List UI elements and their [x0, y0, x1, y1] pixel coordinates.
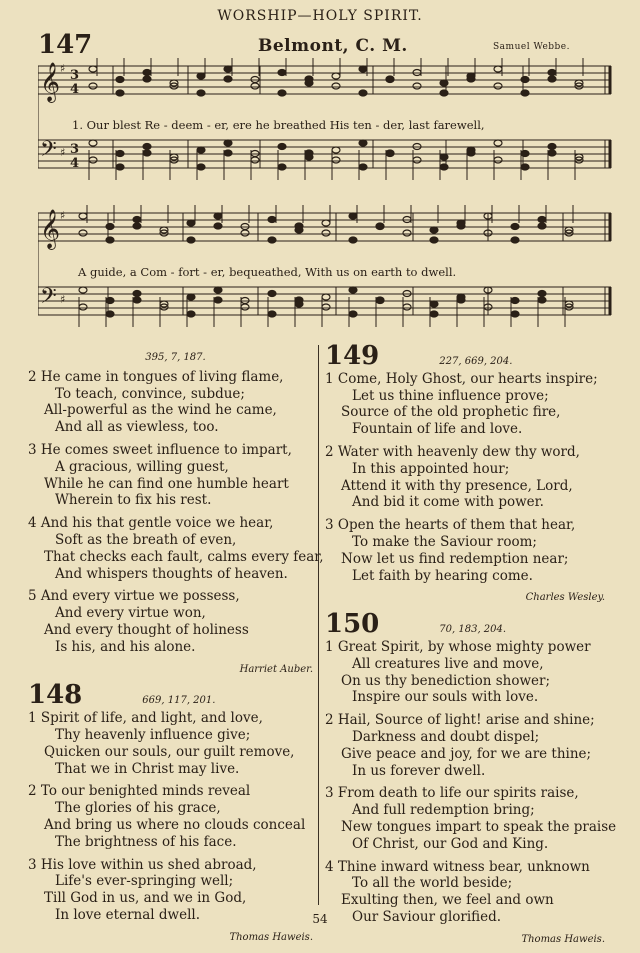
hymn-number-149: 149: [325, 341, 380, 371]
note-head: [187, 294, 195, 300]
note-head: [214, 223, 222, 229]
note-head: [89, 157, 97, 163]
stanza-line: On us thy benediction shower;: [341, 672, 550, 689]
stanza: [325, 517, 615, 584]
sharp-icon: ♯: [60, 62, 66, 75]
note-head: [467, 150, 475, 156]
note-head: [538, 217, 546, 223]
stanza-line: 2 Hail, Source of light! arise and shine;: [325, 712, 595, 729]
note-head: [251, 83, 259, 89]
note-head: [241, 230, 249, 236]
note-head: [106, 237, 114, 243]
treble-clef-icon: 𝄞: [40, 62, 61, 102]
stanza-line: 1 Spirit of life, and light, and love,: [28, 710, 263, 727]
note-head: [359, 66, 367, 72]
hymn-150-refs: 70, 183, 204.: [439, 624, 507, 636]
stanza-line: In this appointed hour;: [352, 460, 510, 477]
note-head: [457, 297, 465, 303]
note-head: [430, 311, 438, 317]
stanza-line: All creatures live and move,: [352, 655, 544, 672]
stanza-line: 2 He came in tongues of living flame,: [28, 368, 284, 385]
note-head: [511, 224, 519, 230]
note-head: [494, 83, 502, 89]
stanza-line: Our Saviour glorified.: [352, 908, 502, 925]
note-head: [359, 164, 367, 170]
stanza-line: Quicken our souls, our guilt remove,: [44, 743, 295, 760]
stanza-line: The glories of his grace,: [55, 800, 221, 817]
note-head: [538, 297, 546, 303]
stanza-line: 2 To our benighted minds reveal: [28, 783, 251, 800]
note-head: [295, 297, 303, 303]
note-head: [79, 213, 87, 219]
note-head: [133, 297, 141, 303]
hymn-147-author: Harriet Auber.: [239, 663, 313, 675]
stanza-line: Give peace and joy, for we are thine;: [341, 745, 592, 762]
stanza-line: In love eternal dwell.: [55, 906, 200, 923]
stanza-line: While he can find one humble heart: [44, 475, 289, 492]
stanza-line: Is his, and his alone.: [55, 638, 196, 655]
stanza: [28, 369, 323, 436]
note-head: [89, 140, 97, 146]
stanza: [28, 783, 323, 850]
note-head: [106, 224, 114, 230]
hymn-148-heading: [28, 682, 323, 710]
stanza-line: 1 Come, Holy Ghost, our hearts inspire;: [325, 370, 598, 387]
note-head: [349, 311, 357, 317]
hymn-147-refs: 395, 7, 187.: [145, 352, 206, 363]
note-head: [332, 73, 340, 79]
note-head: [278, 70, 286, 76]
note-head: [106, 311, 114, 317]
stanza-line: To make the Saviour room;: [352, 533, 537, 550]
note-head: [143, 150, 151, 156]
stanza-line: To all the world beside;: [352, 875, 513, 892]
hymn-number-147: 147: [38, 30, 93, 60]
note-head: [349, 213, 357, 219]
note-head: [511, 298, 519, 304]
note-head: [305, 150, 313, 156]
note-head: [214, 287, 222, 293]
note-head: [403, 304, 411, 310]
svg-text:3: 3: [70, 142, 80, 157]
stanza-line: 4 And his that gentle voice we hear,: [28, 515, 274, 532]
note-head: [143, 76, 151, 82]
stanza-line: Exulting then, we feel and own: [341, 892, 554, 909]
note-head: [538, 223, 546, 229]
bass-clef-icon: 𝄢: [40, 284, 57, 314]
note-head: [268, 217, 276, 223]
note-head: [305, 76, 313, 82]
note-head: [278, 164, 286, 170]
note-head: [116, 77, 124, 83]
stanza-line: To teach, convince, subdue;: [55, 385, 245, 402]
stanza-line: 4 Thine inward witness bear, unknown: [325, 858, 590, 875]
note-head: [278, 144, 286, 150]
stanza-line: And every virtue won,: [55, 605, 206, 622]
note-head: [143, 144, 151, 150]
note-head: [241, 304, 249, 310]
stanza-line: Source of the old prophetic fire,: [341, 404, 561, 421]
note-head: [521, 164, 529, 170]
stanza-line: That we in Christ may live.: [55, 760, 240, 777]
tune-title: Belmont, C. M.: [258, 36, 408, 56]
note-head: [521, 151, 529, 157]
stanza-line: Life's ever-springing well;: [55, 873, 234, 890]
note-head: [268, 291, 276, 297]
stanza-line: And whispers thoughts of heaven.: [55, 565, 288, 582]
stanza-line: 3 From death to life our spirits raise,: [325, 785, 579, 802]
stanza: [28, 515, 323, 582]
hymn-148-stanzas: [28, 710, 323, 924]
stanza: [28, 442, 323, 509]
note-head: [143, 70, 151, 76]
note-head: [521, 77, 529, 83]
note-head: [116, 151, 124, 157]
stanza: [28, 710, 323, 777]
stanza: [325, 712, 615, 779]
stanza: [325, 444, 615, 511]
note-head: [197, 90, 205, 96]
note-head: [251, 157, 259, 163]
hymn-number-150: 150: [325, 609, 380, 640]
note-head: [494, 157, 502, 163]
hymn-149-stanzas: [325, 371, 615, 585]
stanza-line: 3 He comes sweet influence to impart,: [28, 441, 292, 458]
note-head: [322, 230, 330, 236]
note-head: [106, 298, 114, 304]
note-head: [133, 217, 141, 223]
sharp-icon: ♯: [60, 146, 66, 159]
note-head: [349, 287, 357, 293]
note-head: [440, 80, 448, 86]
note-head: [79, 287, 87, 293]
note-head: [116, 90, 124, 96]
note-head: [224, 140, 232, 146]
note-head: [413, 157, 421, 163]
stanza-line: All-powerful as the wind he came,: [44, 402, 277, 419]
note-head: [268, 311, 276, 317]
note-head: [79, 230, 87, 236]
hymn-number-148: 148: [28, 680, 83, 711]
hymn-150-author: Thomas Haweis.: [521, 933, 605, 945]
note-head: [214, 297, 222, 303]
note-head: [116, 164, 124, 170]
note-head: [322, 294, 330, 300]
note-head: [457, 223, 465, 229]
note-head: [548, 150, 556, 156]
hymn-148-author: Thomas Haweis.: [229, 931, 313, 943]
note-head: [89, 66, 97, 72]
note-head: [494, 66, 502, 72]
bass-clef-icon: 𝄢: [40, 137, 57, 167]
hymn-148-refs: 669, 117, 201.: [142, 695, 216, 707]
stanza-line: And every thought of holiness: [44, 621, 249, 638]
lyrics-line-1: 1. Our blest Re - deem - er, ere he breathed His ten - der, last farewell,: [72, 118, 485, 132]
stanza: [325, 371, 615, 438]
hymn-149-refs: 227, 669, 204.: [439, 356, 513, 367]
note-head: [349, 237, 357, 243]
note-head: [278, 90, 286, 96]
stanza-line: 2 Water with heavenly dew thy word,: [325, 443, 580, 460]
composer-name: Samuel Webbe.: [493, 42, 570, 52]
note-head: [197, 147, 205, 153]
treble-clef-icon: 𝄞: [40, 209, 61, 249]
note-head: [403, 230, 411, 236]
hymn-147-stanzas: [28, 369, 323, 656]
note-head: [538, 291, 546, 297]
svg-text:3: 3: [70, 68, 80, 83]
note-head: [359, 90, 367, 96]
stanza-line: Soft as the breath of even,: [55, 531, 237, 548]
note-head: [548, 70, 556, 76]
stanza: [325, 785, 615, 852]
stanza-line: In us forever dwell.: [352, 762, 486, 779]
note-head: [511, 237, 519, 243]
note-head: [430, 227, 438, 233]
hymn-150-heading: [325, 611, 615, 639]
stanza-line: Thy heavenly influence give;: [55, 726, 251, 743]
note-head: [214, 213, 222, 219]
stanza-line: A gracious, willing guest,: [55, 458, 229, 475]
stanza-line: The brightness of his face.: [55, 833, 237, 850]
note-head: [224, 76, 232, 82]
left-column: [28, 350, 323, 951]
note-head: [322, 304, 330, 310]
note-head: [133, 223, 141, 229]
svg-text:4: 4: [70, 156, 80, 171]
note-head: [430, 237, 438, 243]
stanza: [28, 588, 323, 655]
hymn-149-heading: [325, 343, 615, 371]
note-head: [224, 66, 232, 72]
svg-text:4: 4: [70, 82, 80, 97]
stanza-line: New tongues impart to speak the praise: [341, 818, 617, 835]
stanza-line: Let faith by hearing come.: [352, 567, 533, 584]
note-head: [187, 237, 195, 243]
stanza-line: Fountain of life and love.: [352, 421, 523, 438]
stanza-line: That checks each fault, calms every fear,: [44, 548, 324, 565]
note-head: [332, 83, 340, 89]
stanza-line: Attend it with thy presence, Lord,: [341, 477, 573, 494]
note-head: [548, 76, 556, 82]
note-head: [133, 291, 141, 297]
note-head: [197, 73, 205, 79]
sharp-icon: ♯: [60, 209, 66, 222]
note-head: [467, 76, 475, 82]
note-head: [359, 140, 367, 146]
lyrics-line-2: A guide, a Com - fort - er, bequeathed, With us on earth to dwell.: [78, 265, 457, 279]
note-head: [440, 164, 448, 170]
note-head: [511, 311, 519, 317]
note-head: [332, 157, 340, 163]
stanza-line: Wherein to fix his rest.: [55, 492, 212, 509]
note-head: [430, 301, 438, 307]
stanza-line: Darkness and doubt dispel;: [352, 728, 540, 745]
right-column: [325, 343, 615, 953]
note-head: [386, 150, 394, 156]
stanza-line: And full redemption bring;: [352, 802, 535, 819]
note-head: [548, 144, 556, 150]
stanza-line: Of Christ, our God and King.: [352, 835, 549, 852]
note-head: [440, 154, 448, 160]
note-head: [187, 311, 195, 317]
page-header: WORSHIP—HOLY SPIRIT.: [217, 8, 423, 24]
stanza-line: And bid it come with power.: [352, 494, 544, 511]
note-head: [376, 223, 384, 229]
page-number: 54: [312, 912, 328, 926]
sharp-icon: ♯: [60, 293, 66, 306]
note-head: [521, 90, 529, 96]
note-head: [89, 83, 97, 89]
stanza-line: Inspire our souls with love.: [352, 689, 539, 706]
stanza-line: Let us thine influence prove;: [352, 387, 549, 404]
note-head: [268, 237, 276, 243]
note-head: [187, 220, 195, 226]
note-head: [413, 83, 421, 89]
stanza-line: 1 Great Spirit, by whose mighty power: [325, 638, 591, 655]
stanza-line: And all as viewless, too.: [55, 419, 219, 436]
note-head: [224, 150, 232, 156]
stanza-line: And bring us where no clouds conceal: [44, 816, 306, 833]
note-head: [332, 147, 340, 153]
hymn-149-author: Charles Wesley.: [525, 592, 605, 604]
hymn-150-stanzas: [325, 639, 615, 926]
note-head: [386, 76, 394, 82]
stanza-line: 5 And every virtue we possess,: [28, 588, 240, 605]
stanza-line: Now let us find redemption near;: [341, 550, 569, 567]
note-head: [376, 297, 384, 303]
note-head: [440, 90, 448, 96]
stanza-line: 3 His love within us shed abroad,: [28, 856, 257, 873]
stanza: [325, 639, 615, 706]
stanza-line: 3 Open the hearts of them that hear,: [325, 517, 576, 534]
stanza-line: Till God in us, and we in God,: [44, 890, 247, 907]
note-head: [494, 140, 502, 146]
note-head: [197, 164, 205, 170]
note-head: [295, 223, 303, 229]
note-head: [79, 304, 87, 310]
note-head: [322, 220, 330, 226]
